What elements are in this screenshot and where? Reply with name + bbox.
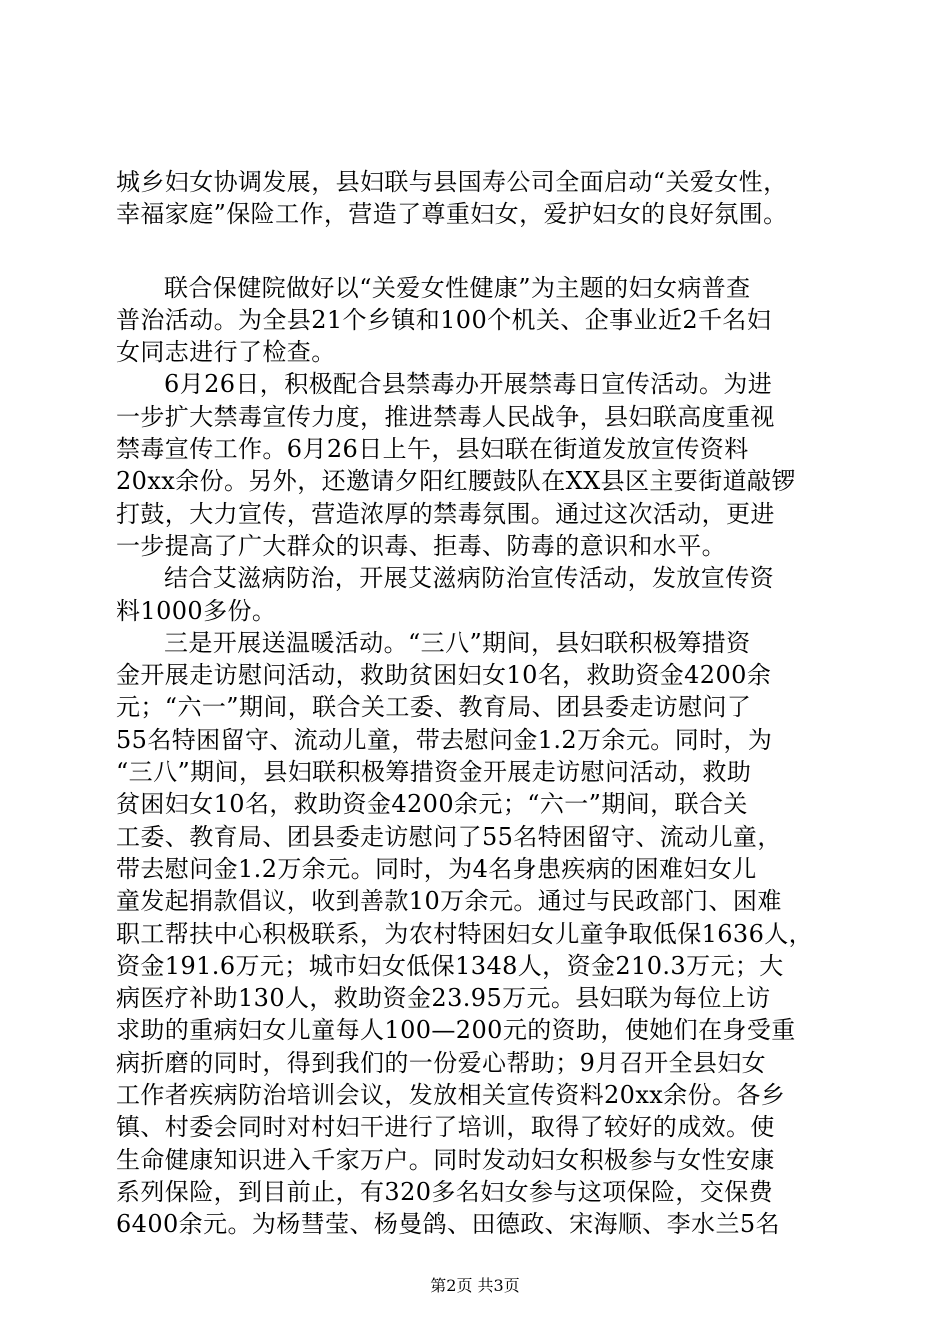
text-line: 结合艾滋病防治，开展艾滋病防治宣传活动，发放宣传资: [164, 564, 774, 593]
text-line: 贫困妇女10名，救助资金4200余元；“六一”期间，联合关: [116, 790, 748, 819]
text-line: 病折磨的同时，得到我们的一份爱心帮助；9月召开全县妇女: [116, 1048, 767, 1077]
text-line: 幸福家庭”保险工作，营造了尊重妇女，爱护妇女的良好氛围。: [116, 200, 788, 229]
text-line: “三八”期间，县妇联积极筹措资金开展走访慰问活动，救助: [116, 758, 752, 787]
text-line: 资金191.6万元；城市妇女低保1348人，资金210.3万元；大: [116, 951, 784, 980]
text-line: 带去慰问金1.2万余元。同时，为4名身患疾病的困难妇女儿: [116, 854, 757, 883]
text-line: 联合保健院做好以“关爱女性健康”为主题的妇女病普查: [164, 273, 751, 302]
text-line: 6400余元。为杨彗莹、杨曼鸽、田德政、宋海顺、李水兰5名: [116, 1210, 780, 1239]
text-line: 工作者疾病防治培训会议，发放相关宣传资料20xx余份。各乡: [116, 1081, 786, 1110]
text-line: 料1000多份。: [116, 596, 277, 625]
text-line: 元；“六一”期间，联合关工委、教育局、团县委走访慰问了: [116, 693, 752, 722]
text-line: 20xx余份。另外，还邀请夕阳红腰鼓队在XX县区主要街道敲锣: [116, 467, 796, 496]
paragraph-gap: [116, 231, 836, 272]
text-line: 病医疗补助130人，救助资金23.95万元。县妇联为每位上访: [116, 984, 771, 1013]
text-line: 城乡妇女协调发展，县妇联与县国寿公司全面启动“关爱女性，: [116, 168, 788, 196]
page-number-footer: 第2页 共3页: [430, 1276, 520, 1295]
text-line: 童发起捐款倡议，收到善款10万余元。通过与民政部门、困难: [116, 887, 782, 916]
text-line: 一步扩大禁毒宣传力度，推进禁毒人民战争，县妇联高度重视: [116, 402, 775, 431]
text-line: 一步提高了广大群众的识毒、拒毒、防毒的意识和水平。: [116, 531, 726, 560]
text-line: 普治活动。为全县21个乡镇和100个机关、企事业近2千名妇: [116, 305, 772, 334]
text-line: 禁毒宣传工作。6月26日上午，县妇联在街道发放宣传资料: [116, 435, 749, 464]
text-line: 求助的重病妇女儿童每人100—200元的资助，使她们在身受重: [116, 1016, 796, 1045]
text-line: 三是开展送温暖活动。“三八”期间，县妇联积极筹措资: [164, 628, 751, 657]
text-line: 镇、村委会同时对村妇干进行了培训，取得了较好的成效。使: [116, 1113, 775, 1142]
text-line: 打鼓，大力宣传，营造浓厚的禁毒氛围。通过这次活动，更进: [116, 499, 775, 528]
text-line: 55名特困留守、流动儿童，带去慰问金1.2万余元。同时，为: [116, 725, 773, 754]
text-line: 金开展走访慰问活动，救助贫困妇女10名，救助资金4200余: [116, 661, 772, 690]
text-line: 工委、教育局、团县委走访慰问了55名特困留守、流动儿童，: [116, 822, 782, 851]
text-line: 女同志进行了检查。: [116, 338, 336, 367]
document-body: [116, 166, 836, 1241]
text-line: 职工帮扶中心积极联系，为农村特困妇女儿童争取低保1636人，: [116, 919, 814, 948]
text-line: 生命健康知识进入千家万户。同时发动妇女积极参与女性安康: [116, 1145, 775, 1174]
text-line: 系列保险，到目前止，有320多名妇女参与这项保险，交保费: [116, 1177, 774, 1206]
text-line: 6月26日，积极配合县禁毒办开展禁毒日宣传活动。为进: [164, 370, 773, 399]
